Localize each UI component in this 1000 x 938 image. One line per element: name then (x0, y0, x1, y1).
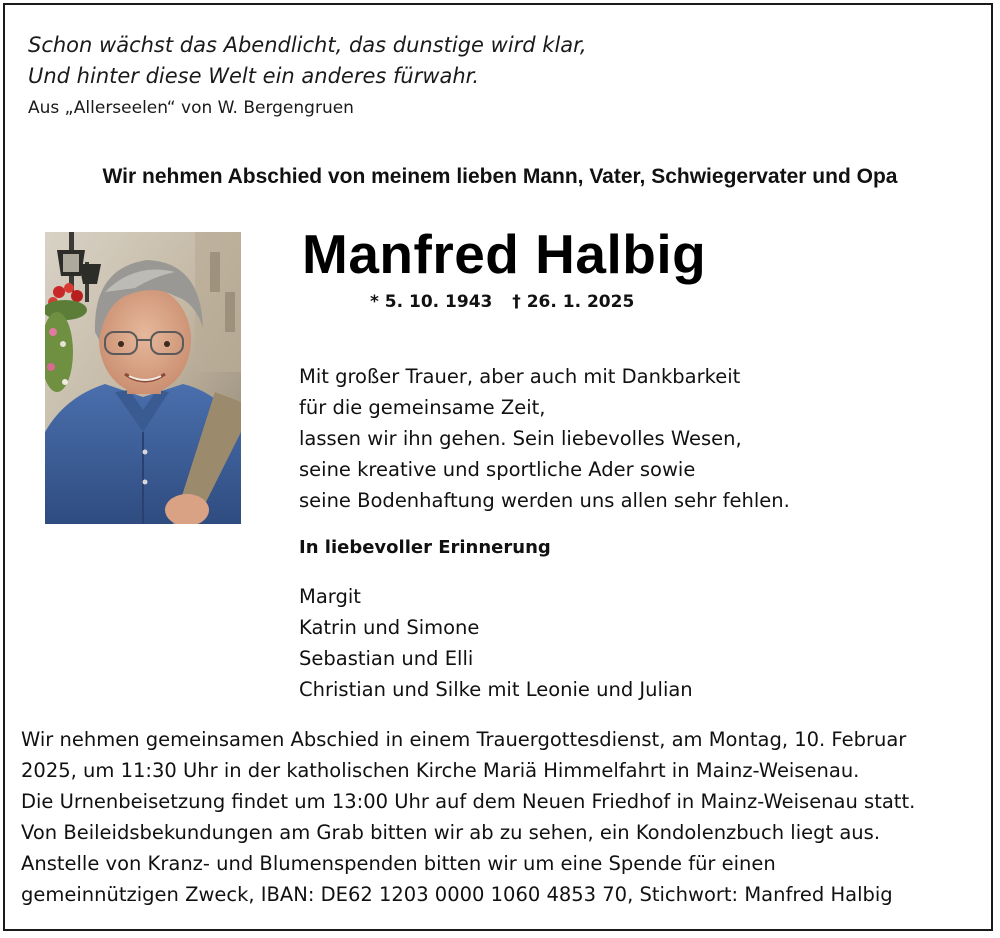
mourning-line: Mit großer Trauer, aber auch mit Dankbarkeit (299, 365, 741, 388)
mourning-line: für die gemeinsame Zeit, (299, 396, 546, 419)
poem-quote (28, 30, 587, 124)
service-notice (21, 724, 915, 910)
notice-line: Wir nehmen gemeinsamen Abschied in einem Trauergottesdienst, am Montag, 10. Februar (21, 728, 907, 751)
birth-date: * 5. 10. 1943 (370, 292, 493, 312)
notice-line: gemeinnützigen Zweck, IBAN: DE62 1203 0000 1060 4853 70, Stichwort: Manfred Halbig (21, 883, 893, 906)
mourning-line: lassen wir ihn gehen. Sein liebevolles Wesen, (299, 427, 742, 450)
deceased-name: Manfred Halbig (302, 223, 707, 285)
memory-heading: In liebevoller Erinnerung (299, 537, 551, 558)
family-list (299, 581, 693, 705)
notice-line: 2025, um 11:30 Uhr in der katholischen Kirche Mariä Himmelfahrt in Mainz-Weisenau. (21, 759, 860, 782)
notice-line: Von Beileidsbekundungen am Grab bitten wir ab zu sehen, ein Kondolenzbuch liegt aus. (21, 821, 881, 844)
mourning-line: seine kreative und sportliche Ader sowie (299, 458, 696, 481)
quote-line: Schon wächst das Abendlicht, das dunstige wird klar, (28, 33, 587, 57)
family-member: Sebastian und Elli (299, 647, 474, 670)
family-member: Christian und Silke mit Leonie und Julian (299, 678, 693, 701)
notice-line: Die Urnenbeisetzung findet um 13:00 Uhr auf dem Neuen Friedhof in Mainz-Weisenau statt. (21, 790, 916, 813)
death-date: † 26. 1. 2025 (512, 292, 635, 312)
family-member: Margit (299, 585, 361, 608)
life-dates (370, 292, 648, 312)
family-member: Katrin und Simone (299, 616, 480, 639)
quote-source: Aus „Allerseelen“ von W. Bergengruen (28, 98, 354, 118)
portrait-photo (45, 232, 241, 524)
mourning-line: seine Bodenhaftung werden uns allen sehr fehlen. (299, 489, 790, 512)
quote-line: Und hinter diese Welt ein anderes fürwahr. (28, 64, 480, 88)
notice-line: Anstelle von Kranz- und Blumenspenden bitten wir um eine Spende für einen (21, 852, 776, 875)
portrait-illustration (45, 232, 241, 524)
farewell-headline: Wir nehmen Abschied von meinem lieben Mann, Vater, Schwiegervater und Opa (102, 165, 898, 188)
mourning-text (299, 361, 790, 516)
